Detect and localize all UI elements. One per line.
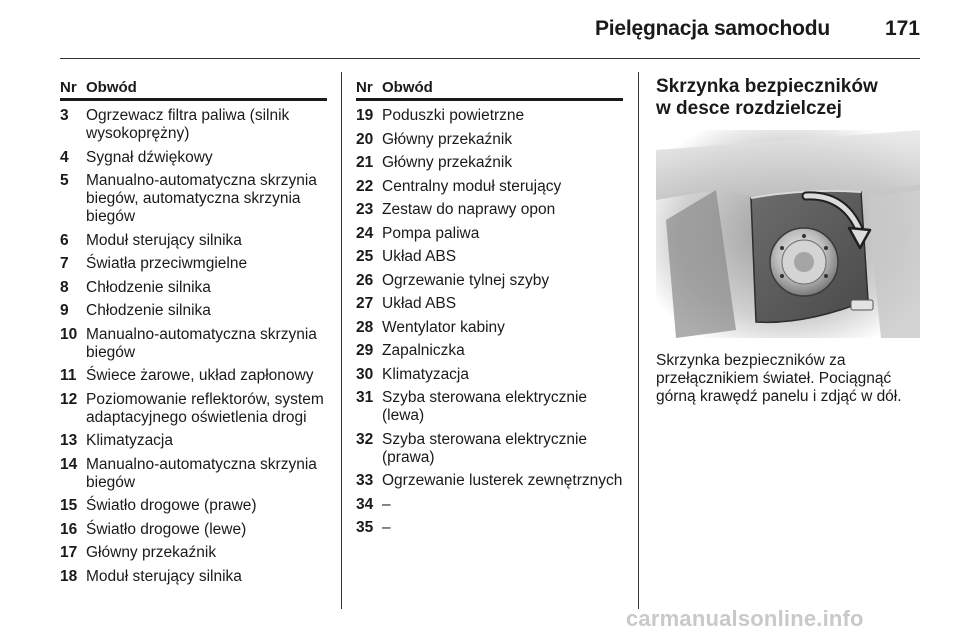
fuse-circuit: Sygnał dźwiękowy (86, 148, 213, 166)
fuse-circuit: Manualno-automatyczna skrzynia biegów, automatyczna skrzynia biegów (86, 172, 317, 225)
fuse-circuit: Pompa paliwa (382, 224, 480, 242)
fuse-row (356, 496, 623, 514)
fuse-circuit: Wentylator kabiny (382, 318, 505, 336)
fuse-row (60, 367, 327, 385)
fuse-row (60, 432, 327, 450)
fuse-circuit: – (382, 495, 391, 513)
fuse-circuit: Światło drogowe (lewe) (86, 520, 247, 538)
fuse-row (356, 472, 623, 490)
fuse-circuit: Poduszki powietrzne (382, 107, 525, 124)
fuse-circuit: Główny przekaźnik (382, 130, 513, 148)
fuse-number: 6 (60, 231, 69, 249)
fuse-row (356, 431, 623, 467)
column-header-nr: Nr (356, 79, 373, 96)
section-caption: Skrzynka bezpieczników za przełącznikiem świateł. Pociągnąć górną krawędź panelu i zdjąć w dół. (656, 352, 902, 405)
fuse-circuit: Chłodzenie silnika (86, 302, 211, 319)
fuse-number: 10 (60, 325, 78, 343)
fuse-number: 15 (60, 497, 78, 514)
fuse-circuit: Świece żarowe, układ zapłonowy (86, 367, 314, 384)
fuse-circuit: Moduł sterujący silnika (86, 231, 242, 249)
fuse-list-left (60, 107, 327, 586)
fuse-circuit: Szyba sterowana elektrycznie (lewa) (382, 389, 588, 424)
fuse-row (60, 149, 327, 167)
fuse-table-right (356, 79, 623, 543)
fuse-number: 16 (60, 520, 78, 538)
fuse-number: 14 (60, 455, 78, 473)
fuse-number: 11 (60, 367, 77, 384)
fuse-row (356, 225, 623, 243)
fuse-circuit: Zapalniczka (382, 342, 465, 359)
section-title: Skrzynka bezpieczników w desce rozdzielczej (656, 76, 878, 119)
fuse-row (60, 302, 327, 320)
fuse-number: 17 (60, 544, 78, 561)
fuse-number: 20 (356, 130, 374, 148)
column-divider (341, 72, 342, 609)
column-header-nr: Nr (60, 79, 77, 96)
fuse-number: 31 (356, 389, 374, 406)
fuse-circuit: Ogrzewanie lusterek zewnętrznych (382, 472, 623, 489)
fuse-number: 35 (356, 519, 374, 536)
fuse-number: 30 (356, 365, 374, 383)
fuse-row (356, 154, 623, 172)
fuse-circuit: Centralny moduł sterujący (382, 177, 562, 195)
fuse-row (356, 201, 623, 219)
fuse-row (356, 131, 623, 149)
fuse-circuit: Główny przekaźnik (86, 544, 217, 561)
fuse-list-right (356, 107, 623, 537)
table-header (60, 79, 327, 101)
fuse-circuit: Manualno-automatyczna skrzynia biegów (86, 325, 317, 361)
fuse-number: 13 (60, 432, 78, 449)
fuse-number: 25 (356, 248, 374, 265)
fuse-row (356, 519, 623, 537)
column-header-circuit: Obwód (86, 79, 137, 96)
fuse-number: 33 (356, 472, 374, 489)
fuse-row (60, 521, 327, 539)
fuse-row (356, 319, 623, 337)
fuse-circuit: – (382, 519, 391, 536)
fuse-number: 3 (60, 107, 69, 124)
column-header-circuit: Obwód (382, 79, 433, 96)
fuse-circuit: Główny przekaźnik (382, 154, 513, 171)
fuse-row (60, 391, 327, 427)
fuse-table-left (60, 79, 327, 591)
fuse-circuit: Chłodzenie silnika (86, 278, 211, 296)
table-header (356, 79, 623, 101)
fuse-row (60, 172, 327, 226)
fuse-circuit: Układ ABS (382, 248, 457, 265)
fuse-circuit: Światła przeciwmgielne (86, 255, 248, 272)
fuse-box-section (656, 76, 920, 406)
fuse-number: 9 (60, 302, 69, 319)
fuse-number: 12 (60, 390, 78, 408)
fuse-circuit: Zestaw do naprawy opon (382, 201, 556, 218)
fuse-row (356, 272, 623, 290)
fuse-number: 5 (60, 172, 69, 189)
fuse-row (356, 342, 623, 360)
fuse-circuit: Klimatyzacja (86, 432, 173, 449)
fuse-row (60, 456, 327, 492)
fuse-circuit: Moduł sterujący silnika (86, 567, 242, 585)
watermark: carmanualsonline.info (626, 606, 864, 631)
fuse-number: 8 (60, 278, 69, 296)
fuse-row (356, 107, 623, 125)
page-number: 171 (884, 17, 920, 40)
fuse-circuit: Poziomowanie reflektorów, system adaptacyjnego oświetlenia drogi (86, 390, 324, 426)
fuse-number: 4 (60, 148, 69, 166)
fuse-number: 23 (356, 201, 374, 218)
column-divider (638, 72, 639, 609)
fuse-row (60, 279, 327, 297)
fuse-number: 22 (356, 177, 374, 195)
fuse-row (356, 248, 623, 266)
fuse-number: 28 (356, 318, 374, 336)
fuse-row (60, 544, 327, 562)
fuse-circuit: Ogrzewanie tylnej szyby (382, 271, 550, 289)
fuse-row (60, 326, 327, 362)
fuse-number: 18 (60, 567, 78, 585)
fuse-number: 32 (356, 430, 374, 448)
fuse-row (60, 107, 327, 143)
fuse-row (356, 295, 623, 313)
fuse-row (356, 389, 623, 425)
fuse-circuit: Szyba sterowana elektrycznie (prawa) (382, 430, 588, 466)
fuse-row (60, 568, 327, 586)
fuse-number: 7 (60, 255, 69, 272)
fuse-number: 26 (356, 271, 374, 289)
fuse-number: 24 (356, 224, 374, 242)
fuse-number: 29 (356, 342, 374, 359)
fuse-row (60, 255, 327, 273)
fuse-circuit: Ogrzewacz filtra paliwa (silnik wysokoprężny) (86, 107, 290, 142)
fuse-box-illustration (656, 130, 920, 338)
fuse-number: 21 (356, 154, 374, 171)
fuse-row (60, 232, 327, 250)
fuse-circuit: Światło drogowe (prawe) (86, 497, 257, 514)
fuse-circuit: Manualno-automatyczna skrzynia biegów (86, 455, 317, 491)
header-divider (60, 58, 920, 59)
fuse-circuit: Układ ABS (382, 295, 457, 312)
light-switch-panel-drawing (656, 130, 920, 338)
fuse-row (356, 178, 623, 196)
fuse-number: 27 (356, 295, 374, 312)
fuse-circuit: Klimatyzacja (382, 365, 469, 383)
fuse-row (356, 366, 623, 384)
fuse-row (60, 497, 327, 515)
page-title: Pielęgnacja samochodu (594, 17, 830, 40)
fuse-number: 34 (356, 495, 374, 513)
fuse-number: 19 (356, 107, 374, 124)
